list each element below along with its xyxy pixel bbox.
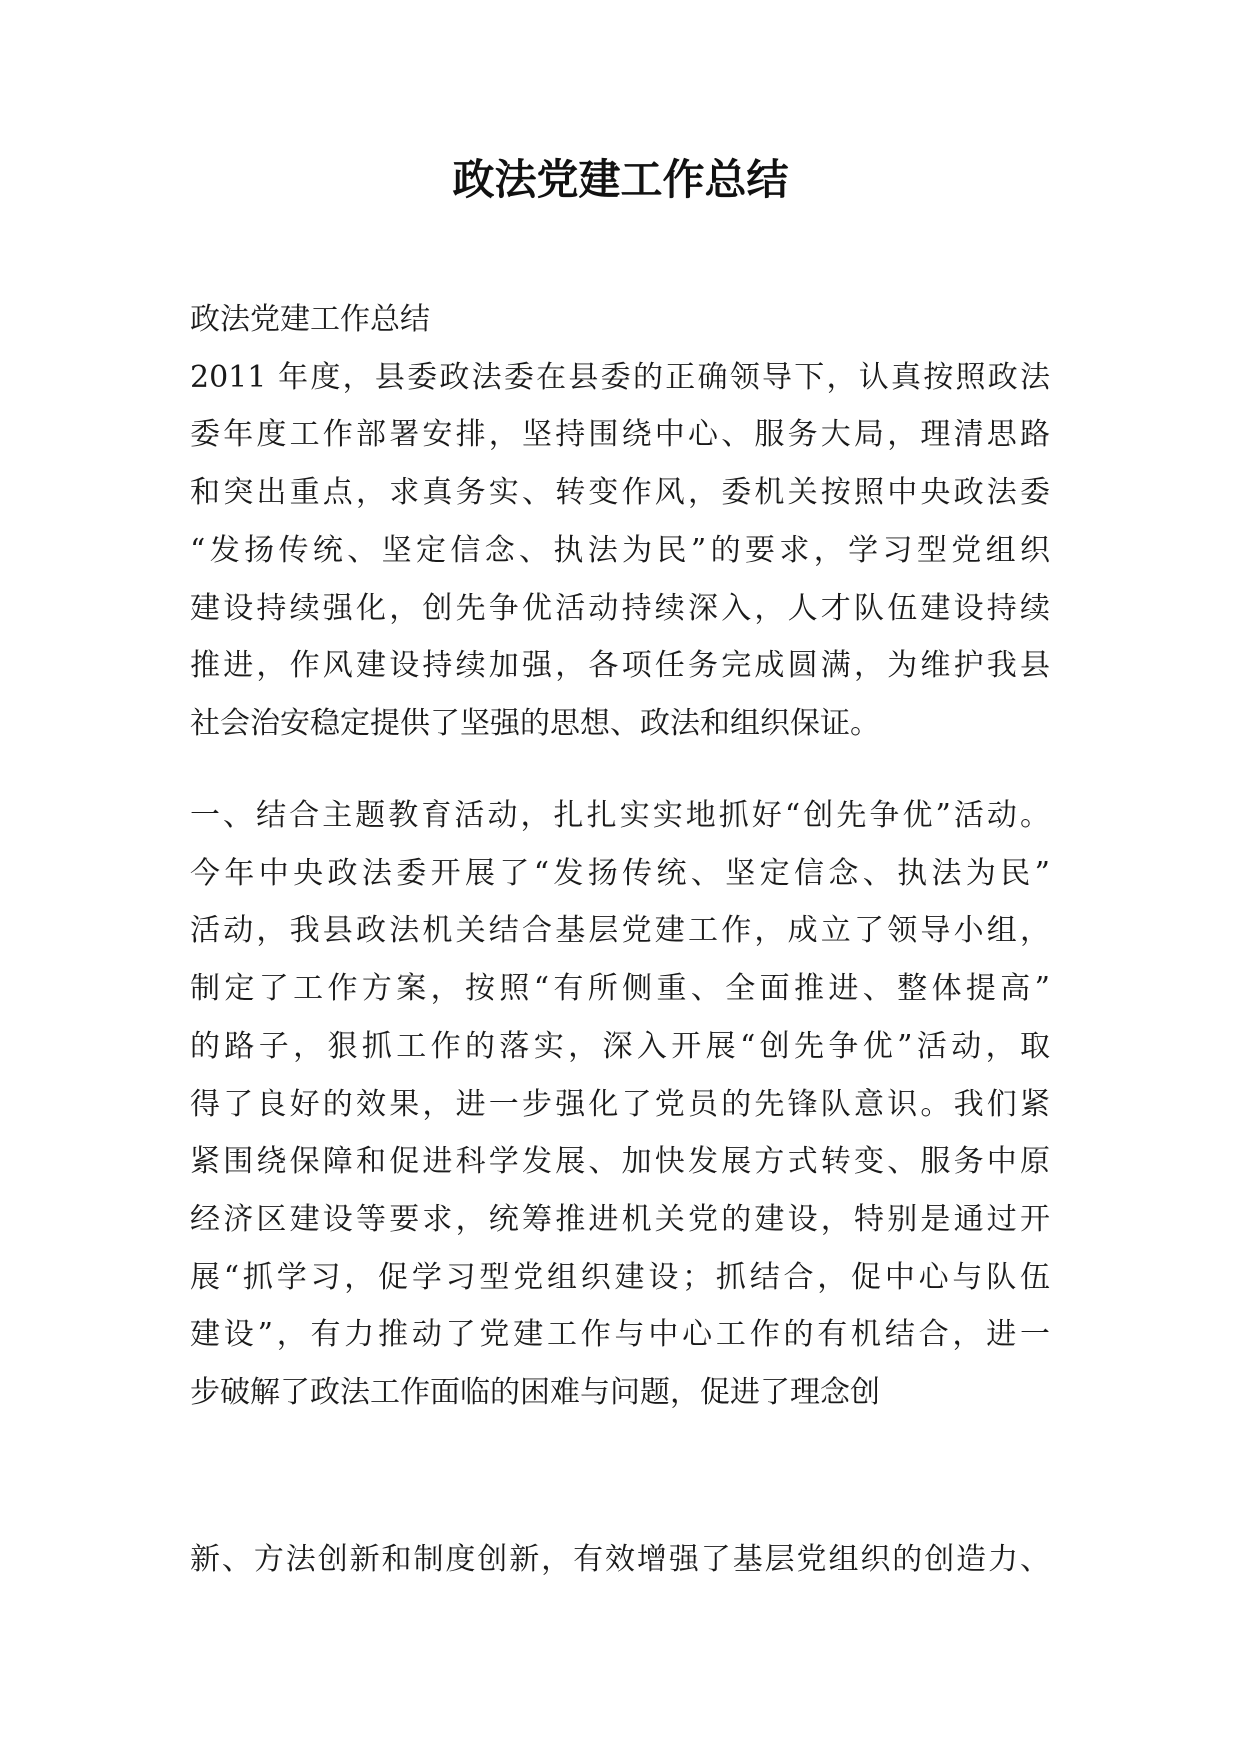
text-line: 和突出重点，求真务实、转变作风，委机关按照中央政法委 [190,475,1050,511]
document-title: 政法党建工作总结 [452,155,789,204]
continued-paragraph [190,1531,1050,1589]
text-line: 建设持续强化，创先争优活动持续深入，人才队伍建设持续 [190,590,1050,626]
section-heading-line: 一、结合主题教育活动，扎扎实实地抓好“创先争优”活动。 [190,798,1050,833]
text-line: 委年度工作部署安排，坚持围绕中心、服务大局，理清思路 [190,417,1050,453]
section-1-paragraph [190,787,1050,1422]
text-line: 建设”，有力推动了党建工作与中心工作的有机结合，进一 [190,1317,1050,1353]
text-line: 步破解了政法工作面临的困难与问题，促进了理念创 [190,1375,880,1411]
text-line: 推进，作风建设持续加强，各项任务完成圆满，为维护我县 [190,648,1050,684]
text-line: “发扬传统、坚定信念、执法为民”的要求，学习型党组织 [190,532,1050,568]
text-line: 2011 年度，县委政法委在县委的正确领导下，认真按照政法 [190,359,1050,395]
text-line: 活动，我县政法机关结合基层党建工作，成立了领导小组， [190,913,1050,949]
text-line: 制定了工作方案，按照“有所侧重、全面推进、整体提高” [190,971,1050,1007]
intro-paragraph [190,291,1050,753]
text-line: 新、方法创新和制度创新，有效增强了基层党组织的创造力、 [190,1542,1050,1577]
text-line: 政法党建工作总结 [190,302,430,337]
text-line: 得了良好的效果，进一步强化了党员的先锋队意识。我们紧 [190,1086,1050,1122]
text-line: 的路子，狠抓工作的落实，深入开展“创先争优”活动，取 [190,1028,1050,1064]
text-line: 社会治安稳定提供了坚强的思想、政法和组织保证。 [190,705,880,741]
text-line: 紧围绕保障和促进科学发展、加快发展方式转变、服务中原 [190,1144,1050,1180]
text-line: 经济区建设等要求，统筹推进机关党的建设，特别是通过开 [190,1201,1050,1237]
text-line: 今年中央政法委开展了“发扬传统、坚定信念、执法为民” [190,855,1050,891]
text-line: 展“抓学习，促学习型党组织建设；抓结合，促中心与队伍 [190,1259,1050,1295]
